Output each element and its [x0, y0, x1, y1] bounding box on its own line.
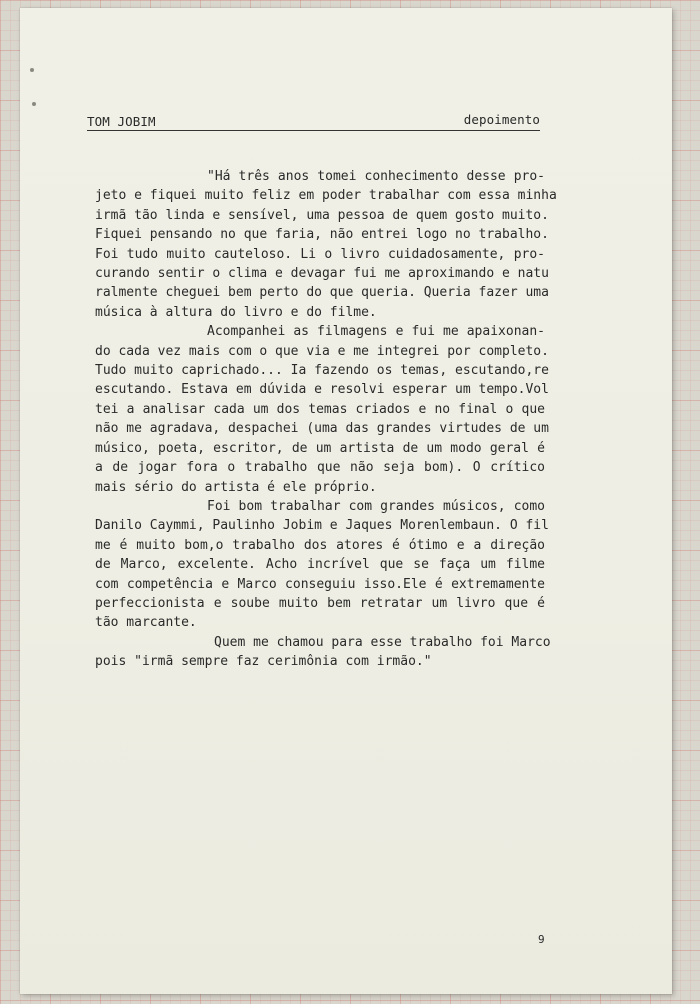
text-line: Acompanhei as filmagens e fui me apaixonan- [207, 324, 545, 340]
text-line: a de jogar fora o trabalho que não seja bom). O crítico [95, 460, 545, 476]
text-line: pois "irmã sempre faz cerimônia com irmão." [95, 654, 432, 670]
text-line: irmã tão linda e sensível, uma pessoa de quem gosto muito. [95, 207, 549, 223]
text-line: não me agradava, despachei (uma das grandes virtudes de um [95, 421, 549, 437]
text-line: do cada vez mais com o que via e me integrei por completo. [95, 343, 549, 359]
text-line: músico, poeta, escritor, de um artista de um modo geral é [95, 440, 545, 456]
page-number: 9 [538, 933, 545, 946]
punch-mark [30, 68, 34, 72]
text-line: mais sério do artista é ele próprio. [95, 479, 377, 495]
text-line: Danilo Caymmi, Paulinho Jobim e Jaques Morenlembaun. O fil [95, 518, 549, 534]
paragraph [95, 497, 549, 633]
text-line: Fiquei pensando no que faria, não entrei logo no trabalho. [95, 227, 549, 243]
text-line: ralmente cheguei bem perto do que queria. Queria fazer uma [95, 285, 549, 301]
paragraph [95, 167, 557, 322]
text-line: "Há três anos tomei conhecimento desse pro- [207, 169, 545, 184]
header-section: depoimento [463, 112, 540, 127]
paragraph [95, 633, 551, 672]
text-line: Tudo muito caprichado... Ia fazendo os temas, escutando,re [95, 363, 549, 379]
text-line: curando sentir o clima e devagar fui me aproximando e natu [95, 266, 549, 282]
text-line: de Marco, excelente. Acho incrível que se faça um filme [95, 557, 545, 573]
page-header [87, 112, 540, 131]
paragraph [95, 322, 549, 497]
text-line: com competência e Marco conseguiu isso.Ele é extremamente [95, 576, 545, 592]
text-line: jeto e fiquei muito feliz em poder trabalhar com essa minha [95, 188, 557, 204]
text-line: Foi tudo muito cauteloso. Li o livro cuidadosamente, pro- [95, 246, 545, 262]
punch-mark [32, 102, 36, 106]
header-author: TOM JOBIM [87, 114, 156, 129]
text-line: Quem me chamou para esse trabalho foi Marco [214, 634, 551, 650]
text-line: perfeccionista e soube muito bem retratar um livro que é [95, 595, 545, 611]
testimony-text [95, 167, 557, 672]
text-line: tei a analisar cada um dos temas criados e no final o que [95, 401, 545, 417]
text-line: escutando. Estava em dúvida e resolvi esperar um tempo.Vol [95, 382, 549, 398]
text-line: Foi bom trabalhar com grandes músicos, como [207, 498, 545, 514]
text-line: tão marcante. [95, 615, 197, 631]
text-line: música à altura do livro e do filme. [95, 304, 377, 320]
text-line: me é muito bom,o trabalho dos atores é ótimo e a direção [95, 537, 545, 553]
